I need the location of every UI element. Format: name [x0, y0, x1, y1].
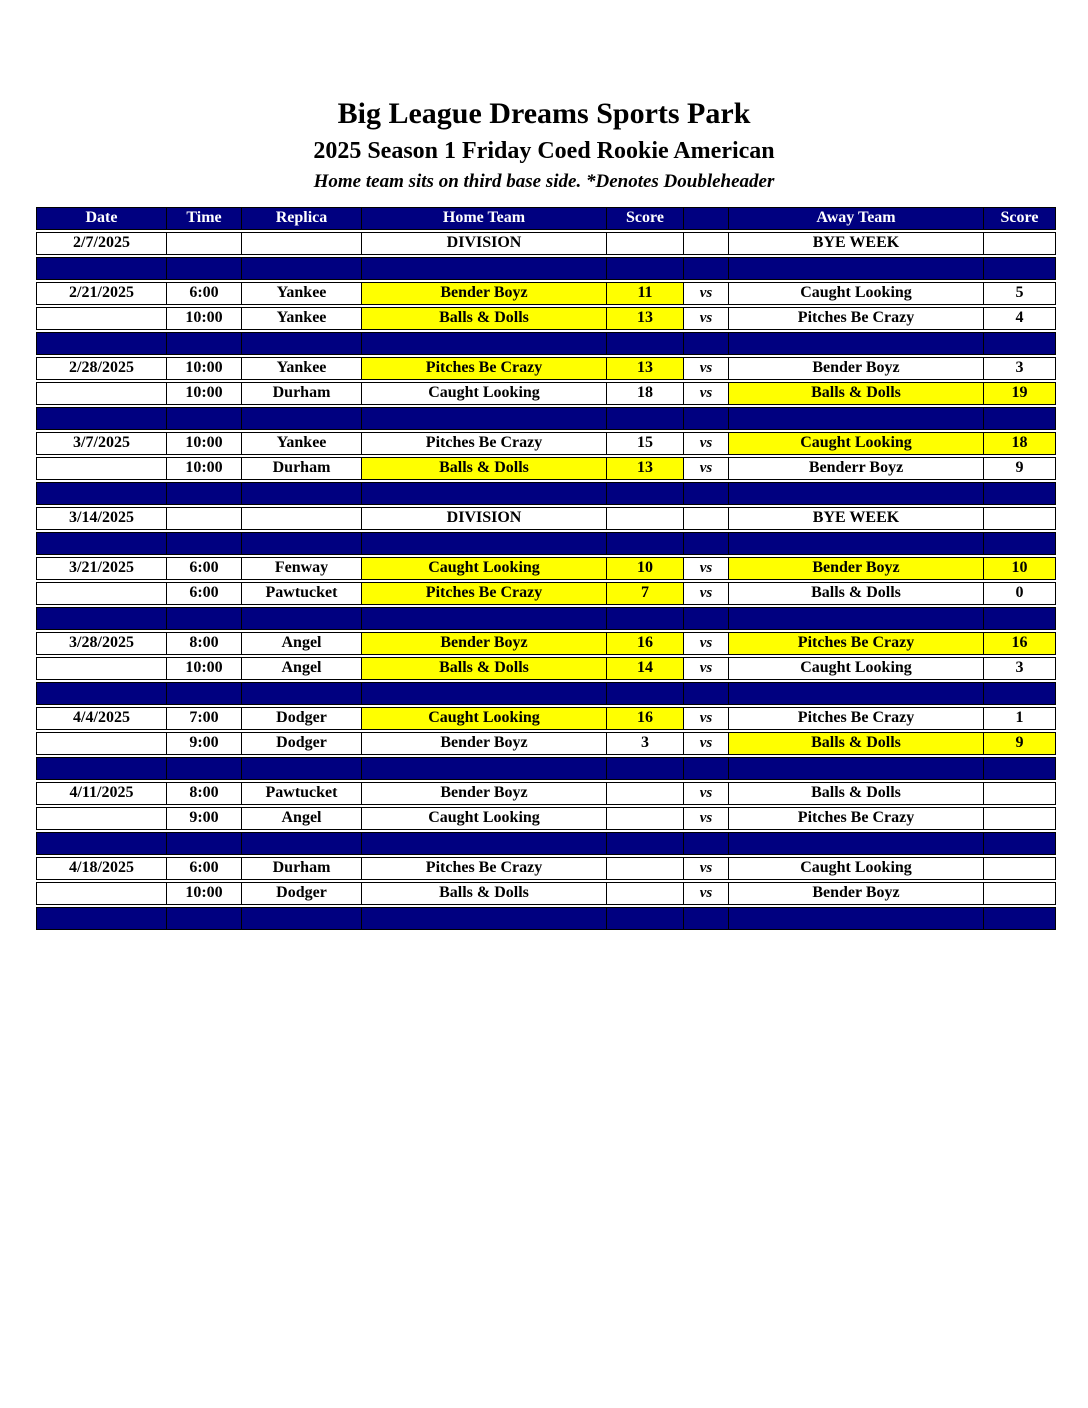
home-team-cell	[362, 333, 607, 354]
date-cell: 2/28/2025	[37, 358, 167, 379]
spacer-row	[36, 907, 1056, 930]
home-score-cell: 13	[607, 458, 684, 479]
away-score-cell	[984, 758, 1055, 779]
home-team-cell: DIVISION	[362, 508, 607, 529]
replica-cell: Durham	[242, 858, 362, 879]
time-cell	[167, 508, 242, 529]
replica-cell	[242, 333, 362, 354]
page-subtitle: 2025 Season 1 Friday Coed Rookie American	[313, 138, 775, 164]
page-title: Big League Dreams Sports Park	[337, 97, 751, 130]
away-team-cell: Caught Looking	[729, 858, 984, 879]
replica-cell: Yankee	[242, 308, 362, 329]
away-team-cell: Bender Boyz	[729, 558, 984, 579]
away-team-cell: Balls & Dolls	[729, 783, 984, 804]
date-cell	[37, 308, 167, 329]
vs-cell: vs	[684, 783, 729, 804]
away-score-cell: 9	[984, 458, 1055, 479]
vs-cell: vs	[684, 383, 729, 404]
time-cell	[167, 683, 242, 704]
date-cell	[37, 658, 167, 679]
column-header-time-cell: Time	[167, 208, 242, 229]
date-cell	[37, 808, 167, 829]
date-cell: 3/7/2025	[37, 433, 167, 454]
vs-cell: vs	[684, 633, 729, 654]
away-team-cell: Balls & Dolls	[729, 383, 984, 404]
time-cell	[167, 483, 242, 504]
away-score-cell	[984, 508, 1055, 529]
vs-cell: vs	[684, 283, 729, 304]
date-cell	[37, 908, 167, 929]
away-team-cell: Pitches Be Crazy	[729, 633, 984, 654]
replica-cell: Angel	[242, 808, 362, 829]
table-row	[36, 457, 1056, 480]
away-score-cell	[984, 858, 1055, 879]
date-cell	[37, 383, 167, 404]
replica-cell: Yankee	[242, 433, 362, 454]
replica-cell	[242, 608, 362, 629]
away-team-cell: Pitches Be Crazy	[729, 808, 984, 829]
table-row	[36, 557, 1056, 580]
replica-cell	[242, 258, 362, 279]
replica-cell	[242, 408, 362, 429]
column-header-vs-cell	[684, 208, 729, 229]
date-cell	[37, 258, 167, 279]
date-cell	[37, 408, 167, 429]
replica-cell: Durham	[242, 383, 362, 404]
away-score-cell: 10	[984, 558, 1055, 579]
date-cell: 3/14/2025	[37, 508, 167, 529]
away-score-cell: 1	[984, 708, 1055, 729]
replica-cell: Dodger	[242, 733, 362, 754]
away-team-cell	[729, 533, 984, 554]
time-cell: 6:00	[167, 558, 242, 579]
time-cell: 10:00	[167, 883, 242, 904]
date-cell: 2/7/2025	[37, 233, 167, 254]
spacer-row	[36, 682, 1056, 705]
away-score-cell	[984, 258, 1055, 279]
away-team-cell: Pitches Be Crazy	[729, 708, 984, 729]
replica-cell	[242, 908, 362, 929]
home-score-cell	[607, 533, 684, 554]
away-score-cell	[984, 483, 1055, 504]
away-team-cell: Balls & Dolls	[729, 733, 984, 754]
home-score-cell	[607, 758, 684, 779]
away-score-cell: 9	[984, 733, 1055, 754]
home-score-cell	[607, 508, 684, 529]
away-score-cell: 5	[984, 283, 1055, 304]
home-team-cell	[362, 408, 607, 429]
time-cell: 6:00	[167, 583, 242, 604]
time-cell: 9:00	[167, 733, 242, 754]
away-score-cell: 16	[984, 633, 1055, 654]
home-score-cell: 7	[607, 583, 684, 604]
home-team-cell: Caught Looking	[362, 383, 607, 404]
date-cell	[37, 758, 167, 779]
home-team-cell: Balls & Dolls	[362, 458, 607, 479]
time-cell	[167, 758, 242, 779]
home-score-cell	[607, 883, 684, 904]
table-row	[36, 507, 1056, 530]
spacer-row	[36, 532, 1056, 555]
home-team-cell: DIVISION	[362, 233, 607, 254]
home-score-cell	[607, 683, 684, 704]
column-header-away-score-cell: Score	[984, 208, 1055, 229]
home-score-cell: 3	[607, 733, 684, 754]
vs-cell	[684, 408, 729, 429]
table-row	[36, 782, 1056, 805]
time-cell: 6:00	[167, 283, 242, 304]
spacer-row	[36, 332, 1056, 355]
table-row	[36, 432, 1056, 455]
away-score-cell	[984, 533, 1055, 554]
replica-cell	[242, 758, 362, 779]
vs-cell: vs	[684, 433, 729, 454]
home-team-cell: Pitches Be Crazy	[362, 583, 607, 604]
home-score-cell: 18	[607, 383, 684, 404]
away-team-cell	[729, 258, 984, 279]
home-team-cell: Bender Boyz	[362, 783, 607, 804]
home-team-cell: Bender Boyz	[362, 733, 607, 754]
time-cell: 10:00	[167, 358, 242, 379]
replica-cell: Yankee	[242, 283, 362, 304]
away-score-cell: 3	[984, 358, 1055, 379]
date-cell: 3/28/2025	[37, 633, 167, 654]
home-team-cell: Caught Looking	[362, 708, 607, 729]
away-score-cell: 19	[984, 383, 1055, 404]
away-score-cell	[984, 833, 1055, 854]
away-score-cell: 18	[984, 433, 1055, 454]
date-cell	[37, 483, 167, 504]
home-score-cell	[607, 783, 684, 804]
home-score-cell	[607, 333, 684, 354]
home-team-cell	[362, 608, 607, 629]
table-row	[36, 582, 1056, 605]
replica-cell: Angel	[242, 658, 362, 679]
vs-cell: vs	[684, 883, 729, 904]
home-team-cell	[362, 483, 607, 504]
vs-cell	[684, 833, 729, 854]
home-team-cell: Balls & Dolls	[362, 883, 607, 904]
date-cell: 4/11/2025	[37, 783, 167, 804]
spacer-row	[36, 257, 1056, 280]
home-score-cell: 14	[607, 658, 684, 679]
away-team-cell: Pitches Be Crazy	[729, 308, 984, 329]
replica-cell	[242, 533, 362, 554]
home-score-cell	[607, 808, 684, 829]
column-header-home-team-cell: Home Team	[362, 208, 607, 229]
time-cell: 10:00	[167, 308, 242, 329]
home-score-cell: 10	[607, 558, 684, 579]
table-row	[36, 857, 1056, 880]
table-row	[36, 307, 1056, 330]
away-score-cell: 3	[984, 658, 1055, 679]
date-cell: 2/21/2025	[37, 283, 167, 304]
home-score-cell	[607, 608, 684, 629]
time-cell: 10:00	[167, 658, 242, 679]
away-team-cell: Benderr Boyz	[729, 458, 984, 479]
replica-cell	[242, 483, 362, 504]
vs-cell	[684, 333, 729, 354]
vs-cell	[684, 508, 729, 529]
home-team-cell	[362, 683, 607, 704]
replica-cell: Durham	[242, 458, 362, 479]
time-cell: 8:00	[167, 633, 242, 654]
time-cell: 9:00	[167, 808, 242, 829]
replica-cell	[242, 508, 362, 529]
home-team-cell: Pitches Be Crazy	[362, 858, 607, 879]
date-cell	[37, 733, 167, 754]
spacer-row	[36, 607, 1056, 630]
away-score-cell	[984, 608, 1055, 629]
away-team-cell	[729, 483, 984, 504]
away-team-cell: Balls & Dolls	[729, 583, 984, 604]
away-score-cell	[984, 783, 1055, 804]
home-team-cell	[362, 258, 607, 279]
home-team-cell: Bender Boyz	[362, 633, 607, 654]
replica-cell: Pawtucket	[242, 783, 362, 804]
date-cell	[37, 583, 167, 604]
table-row	[36, 807, 1056, 830]
home-team-cell	[362, 758, 607, 779]
home-team-cell: Pitches Be Crazy	[362, 358, 607, 379]
replica-cell: Fenway	[242, 558, 362, 579]
column-header-home-score-cell: Score	[607, 208, 684, 229]
time-cell	[167, 533, 242, 554]
vs-cell	[684, 483, 729, 504]
vs-cell	[684, 533, 729, 554]
date-cell: 4/4/2025	[37, 708, 167, 729]
schedule-table	[36, 207, 1056, 930]
spacer-row	[36, 482, 1056, 505]
date-cell	[37, 833, 167, 854]
table-row	[36, 732, 1056, 755]
vs-cell: vs	[684, 583, 729, 604]
vs-cell: vs	[684, 808, 729, 829]
away-team-cell: Bender Boyz	[729, 358, 984, 379]
vs-cell	[684, 908, 729, 929]
table-row	[36, 232, 1056, 255]
away-team-cell	[729, 908, 984, 929]
vs-cell: vs	[684, 358, 729, 379]
date-cell: 4/18/2025	[37, 858, 167, 879]
time-cell: 7:00	[167, 708, 242, 729]
home-team-cell: Bender Boyz	[362, 283, 607, 304]
home-score-cell	[607, 833, 684, 854]
vs-cell	[684, 608, 729, 629]
home-score-cell: 16	[607, 633, 684, 654]
replica-cell	[242, 683, 362, 704]
away-team-cell	[729, 608, 984, 629]
home-score-cell	[607, 908, 684, 929]
away-team-cell: Caught Looking	[729, 283, 984, 304]
vs-cell	[684, 683, 729, 704]
date-cell	[37, 608, 167, 629]
time-cell: 8:00	[167, 783, 242, 804]
spacer-row	[36, 407, 1056, 430]
away-score-cell	[984, 883, 1055, 904]
away-score-cell: 4	[984, 308, 1055, 329]
home-team-cell	[362, 908, 607, 929]
away-team-cell: Caught Looking	[729, 658, 984, 679]
vs-cell: vs	[684, 558, 729, 579]
home-team-cell: Caught Looking	[362, 808, 607, 829]
away-score-cell	[984, 808, 1055, 829]
home-score-cell: 16	[607, 708, 684, 729]
column-header-date-cell: Date	[37, 208, 167, 229]
home-score-cell	[607, 258, 684, 279]
spacer-row	[36, 832, 1056, 855]
away-team-cell	[729, 333, 984, 354]
time-cell: 10:00	[167, 433, 242, 454]
table-row	[36, 632, 1056, 655]
away-score-cell	[984, 408, 1055, 429]
home-team-cell: Balls & Dolls	[362, 308, 607, 329]
away-score-cell	[984, 683, 1055, 704]
time-cell	[167, 833, 242, 854]
time-cell: 6:00	[167, 858, 242, 879]
away-team-cell: BYE WEEK	[729, 508, 984, 529]
home-score-cell	[607, 408, 684, 429]
vs-cell: vs	[684, 658, 729, 679]
away-team-cell: Bender Boyz	[729, 883, 984, 904]
date-cell	[37, 683, 167, 704]
away-team-cell	[729, 833, 984, 854]
time-cell	[167, 608, 242, 629]
vs-cell: vs	[684, 308, 729, 329]
home-score-cell: 15	[607, 433, 684, 454]
table-row	[36, 657, 1056, 680]
page-note: Home team sits on third base side. *Denotes Doubleheader	[313, 171, 775, 192]
date-cell	[37, 533, 167, 554]
replica-cell: Pawtucket	[242, 583, 362, 604]
vs-cell	[684, 233, 729, 254]
away-score-cell	[984, 233, 1055, 254]
home-score-cell	[607, 483, 684, 504]
replica-cell	[242, 833, 362, 854]
column-header-away-team-cell: Away Team	[729, 208, 984, 229]
table-row	[36, 282, 1056, 305]
date-cell: 3/21/2025	[37, 558, 167, 579]
date-cell	[37, 883, 167, 904]
vs-cell: vs	[684, 733, 729, 754]
away-team-cell	[729, 683, 984, 704]
home-score-cell: 13	[607, 358, 684, 379]
replica-cell: Dodger	[242, 883, 362, 904]
home-team-cell: Balls & Dolls	[362, 658, 607, 679]
replica-cell: Dodger	[242, 708, 362, 729]
home-score-cell	[607, 233, 684, 254]
home-team-cell	[362, 833, 607, 854]
vs-cell	[684, 758, 729, 779]
time-cell	[167, 908, 242, 929]
table-row	[36, 707, 1056, 730]
home-score-cell	[607, 858, 684, 879]
away-team-cell: BYE WEEK	[729, 233, 984, 254]
home-team-cell: Caught Looking	[362, 558, 607, 579]
spacer-row	[36, 757, 1056, 780]
vs-cell: vs	[684, 708, 729, 729]
time-cell	[167, 333, 242, 354]
replica-cell: Angel	[242, 633, 362, 654]
date-cell	[37, 333, 167, 354]
home-score-cell: 11	[607, 283, 684, 304]
time-cell	[167, 233, 242, 254]
time-cell: 10:00	[167, 383, 242, 404]
page-header	[0, 0, 1088, 192]
away-score-cell: 0	[984, 583, 1055, 604]
vs-cell: vs	[684, 458, 729, 479]
home-score-cell: 13	[607, 308, 684, 329]
home-team-cell	[362, 533, 607, 554]
home-team-cell: Pitches Be Crazy	[362, 433, 607, 454]
vs-cell: vs	[684, 858, 729, 879]
table-row	[36, 882, 1056, 905]
away-score-cell	[984, 908, 1055, 929]
replica-cell	[242, 233, 362, 254]
vs-cell	[684, 258, 729, 279]
column-header-replica-cell: Replica	[242, 208, 362, 229]
away-score-cell	[984, 333, 1055, 354]
away-team-cell: Caught Looking	[729, 433, 984, 454]
replica-cell: Yankee	[242, 358, 362, 379]
table-row	[36, 382, 1056, 405]
column-header-row	[36, 207, 1056, 230]
date-cell	[37, 458, 167, 479]
time-cell: 10:00	[167, 458, 242, 479]
time-cell	[167, 258, 242, 279]
time-cell	[167, 408, 242, 429]
table-row	[36, 357, 1056, 380]
away-team-cell	[729, 758, 984, 779]
away-team-cell	[729, 408, 984, 429]
